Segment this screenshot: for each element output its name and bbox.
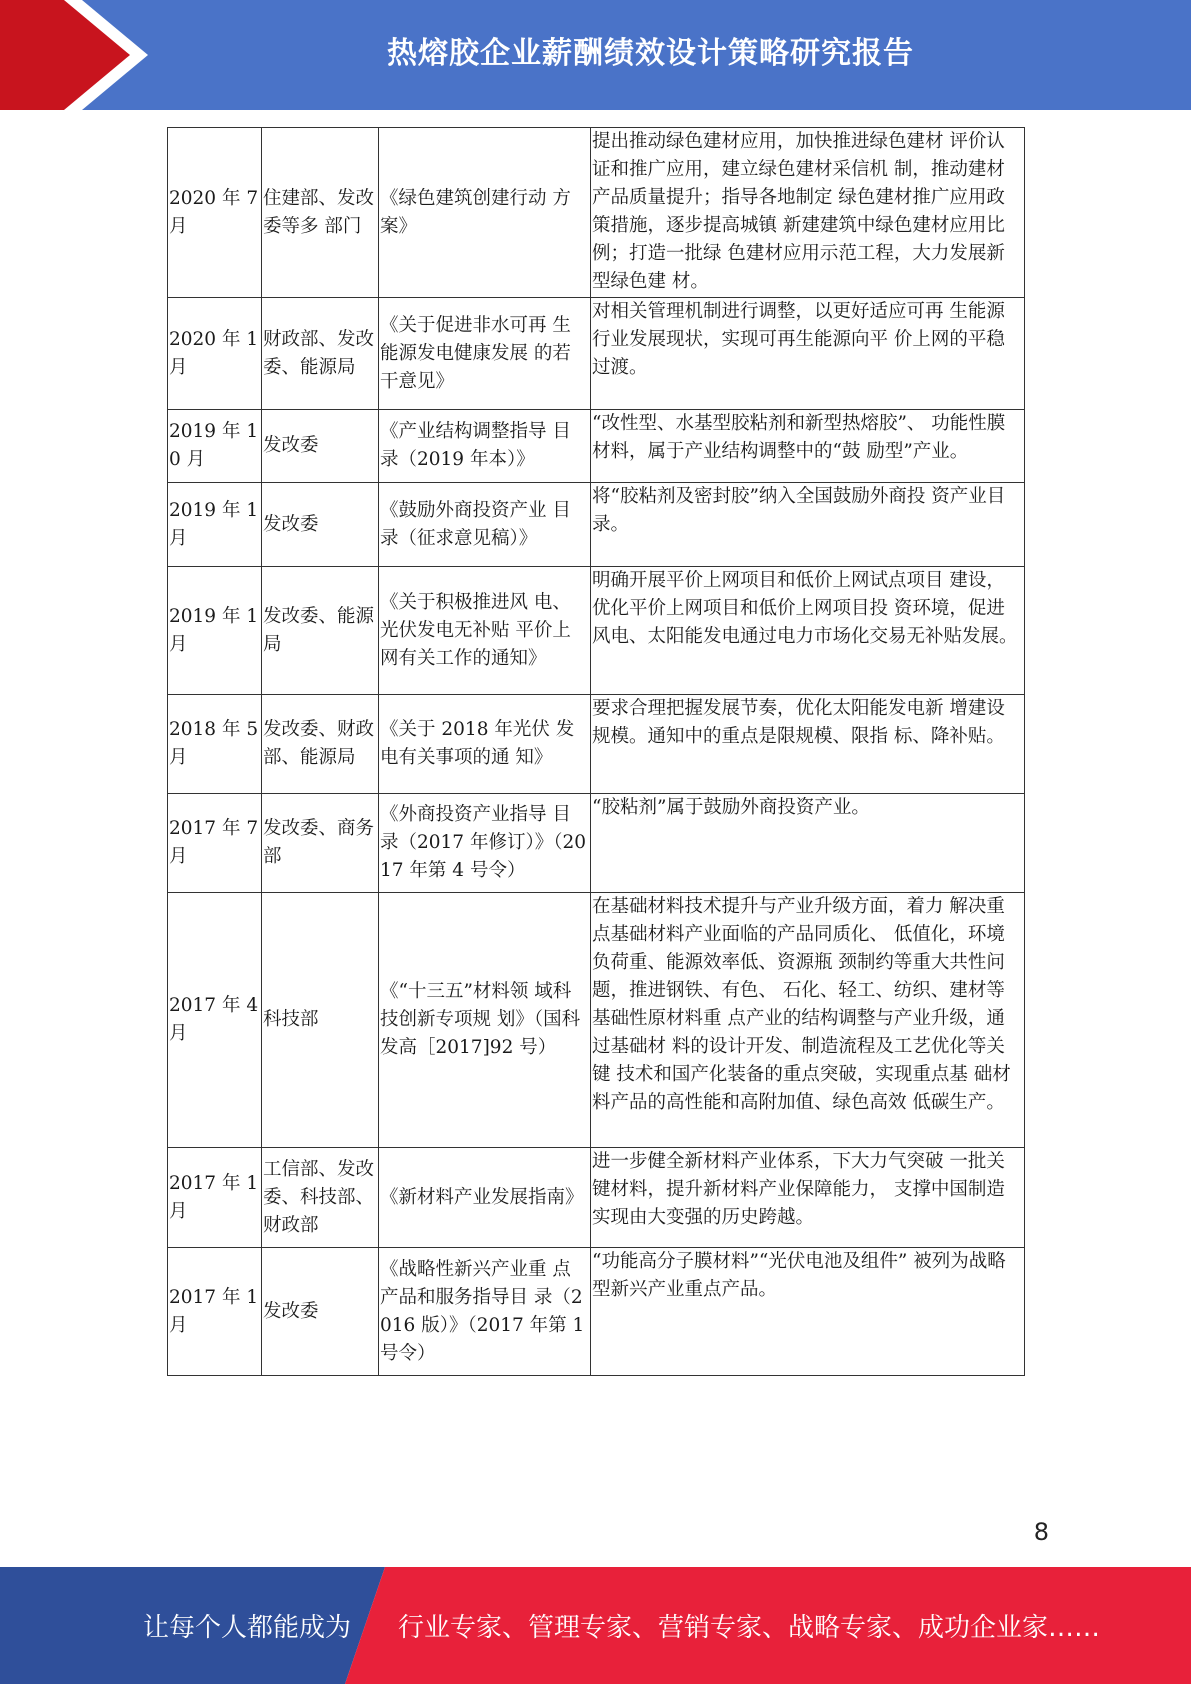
department-cell: 发改委、能源局 bbox=[262, 567, 379, 695]
date-cell: 2017 年 4 月 bbox=[168, 893, 262, 1148]
document-cell: 《外商投资产业指导 目录（2017 年修订）》（2017 年第 4 号令） bbox=[379, 794, 591, 893]
department-cell: 发改委 bbox=[262, 1248, 379, 1376]
content-cell: 在基础材料技术提升与产业升级方面，着力 解决重点基础材料产业面临的产品同质化、 低值化，环境负荷重、能源效率低、资源瓶 颈制约等重大共性问题，推进钢铁、有色、 石化、轻工、纺织、建材等基础性原材料重 点产业的结构调整与产业升级，通过基础材 料的设计开发、制造流程及工艺优化等关键 技术和国产化装备的重点突破，实现重点基 础材料产品的高性能和高附加值、绿色高效 低碳生产。 bbox=[591, 893, 1025, 1148]
date-cell: 2018 年 5 月 bbox=[168, 695, 262, 794]
date-cell: 2017 年 1 月 bbox=[168, 1148, 262, 1248]
department-cell: 住建部、发改委等多 部门 bbox=[262, 128, 379, 298]
table-row bbox=[168, 893, 1025, 1148]
document-cell: 《绿色建筑创建行动 方案》 bbox=[379, 128, 591, 298]
table-row bbox=[168, 410, 1025, 483]
document-cell: 《关于积极推进风 电、光伏发电无补贴 平价上网有关工作的通知》 bbox=[379, 567, 591, 695]
document-cell: 《新材料产业发展指南》 bbox=[379, 1148, 591, 1248]
date-cell: 2019 年 1 月 bbox=[168, 567, 262, 695]
table-row bbox=[168, 695, 1025, 794]
content-cell: 要求合理把握发展节奏，优化太阳能发电新 增建设规模。通知中的重点是限规模、限指 标、降补贴。 bbox=[591, 695, 1025, 794]
content-cell: “功能高分子膜材料”“光伏电池及组件” 被列为战略型新兴产业重点产品。 bbox=[591, 1248, 1025, 1376]
date-cell: 2019 年 1 月 bbox=[168, 483, 262, 567]
department-cell: 发改委 bbox=[262, 483, 379, 567]
policy-table-container bbox=[167, 127, 1024, 1376]
page-header bbox=[0, 0, 1191, 110]
document-cell: 《“十三五”材料领 域科技创新专项规 划》（国科发高［2017]92 号） bbox=[379, 893, 591, 1148]
department-cell: 发改委 bbox=[262, 410, 379, 483]
date-cell: 2020 年 7 月 bbox=[168, 128, 262, 298]
page-footer bbox=[0, 1567, 1191, 1684]
table-row bbox=[168, 794, 1025, 893]
document-cell: 《战略性新兴产业重 点产品和服务指导目 录（2016 版）》（2017 年第 1 号令） bbox=[379, 1248, 591, 1376]
header-arrow-decoration bbox=[0, 0, 150, 110]
date-cell: 2017 年 1 月 bbox=[168, 1248, 262, 1376]
report-title: 热熔胶企业薪酬绩效设计策略研究报告 bbox=[387, 36, 914, 71]
table-row bbox=[168, 128, 1025, 298]
table-row bbox=[168, 567, 1025, 695]
content-cell: 提出推动绿色建材应用，加快推进绿色建材 评价认证和推广应用，建立绿色建材采信机 制，推动建材产品质量提升；指导各地制定 绿色建材推广应用政策措施，逐步提高城镇 新建建筑中绿色建材应用比例；打造一批绿 色建材应用示范工程，大力发展新型绿色建 材。 bbox=[591, 128, 1025, 298]
content-cell: “胶粘剂”属于鼓励外商投资产业。 bbox=[591, 794, 1025, 893]
date-cell: 2020 年 1 月 bbox=[168, 298, 262, 410]
department-cell: 财政部、发改委、能源局 bbox=[262, 298, 379, 410]
table-row bbox=[168, 483, 1025, 567]
department-cell: 科技部 bbox=[262, 893, 379, 1148]
table-row bbox=[168, 1148, 1025, 1248]
content-cell: 明确开展平价上网项目和低价上网试点项目 建设，优化平价上网项目和低价上网项目投 资环境，促进风电、太阳能发电通过电力市场化交易无补贴发展。 bbox=[591, 567, 1025, 695]
date-cell: 2017 年 7 月 bbox=[168, 794, 262, 893]
policy-table bbox=[167, 127, 1025, 1376]
footer-slogan-left: 让每个人都能成为 bbox=[143, 1613, 352, 1643]
footer-slogan-right: 行业专家、管理专家、营销专家、战略专家、成功企业家…… bbox=[398, 1613, 1101, 1643]
document-cell: 《产业结构调整指导 目录（2019 年本）》 bbox=[379, 410, 591, 483]
page-number: 8 bbox=[1033, 1518, 1049, 1546]
department-cell: 工信部、发改委、科技部、财政部 bbox=[262, 1148, 379, 1248]
content-cell: 对相关管理机制进行调整，以更好适应可再 生能源行业发展现状，实现可再生能源向平 价上网的平稳过渡。 bbox=[591, 298, 1025, 410]
table-row bbox=[168, 298, 1025, 410]
document-cell: 《关于 2018 年光伏 发电有关事项的通 知》 bbox=[379, 695, 591, 794]
content-cell: “改性型、水基型胶粘剂和新型热熔胶”、 功能性膜材料，属于产业结构调整中的“鼓 励型”产业。 bbox=[591, 410, 1025, 483]
document-cell: 《关于促进非水可再 生能源发电健康发展 的若干意见》 bbox=[379, 298, 591, 410]
content-cell: 将“胶粘剂及密封胶”纳入全国鼓励外商投 资产业目录。 bbox=[591, 483, 1025, 567]
content-cell: 进一步健全新材料产业体系，下大力气突破 一批关键材料，提升新材料产业保障能力， 支撑中国制造实现由大变强的历史跨越。 bbox=[591, 1148, 1025, 1248]
department-cell: 发改委、商务部 bbox=[262, 794, 379, 893]
document-cell: 《鼓励外商投资产业 目录（征求意见稿）》 bbox=[379, 483, 591, 567]
date-cell: 2019 年 10 月 bbox=[168, 410, 262, 483]
table-row bbox=[168, 1248, 1025, 1376]
department-cell: 发改委、财政部、能源局 bbox=[262, 695, 379, 794]
